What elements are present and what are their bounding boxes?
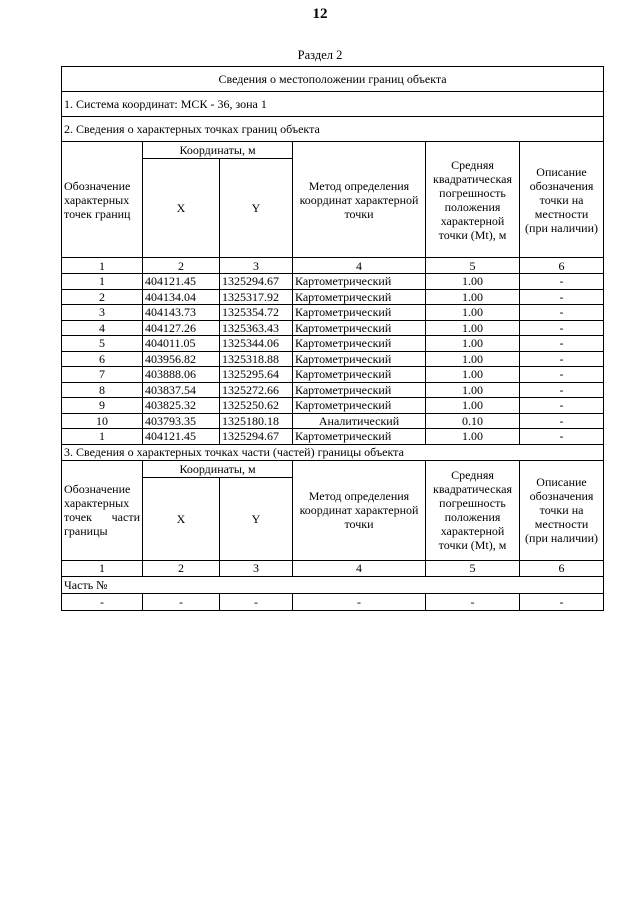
cell-x: 404134.04 (143, 289, 220, 305)
col-number: 4 (293, 258, 426, 274)
cell-point: 1 (62, 429, 143, 445)
header-method: Метод определения координат характерной точки (293, 460, 426, 560)
cell-method: Картометрический (293, 429, 426, 445)
cell-x: 403793.35 (143, 413, 220, 429)
cell-error: 1.00 (426, 274, 520, 290)
col-number: 5 (426, 560, 520, 576)
empty-cell: - (520, 593, 604, 610)
empty-cell: - (62, 593, 143, 610)
header-x: X (143, 477, 220, 560)
page-number: 12 (312, 6, 328, 22)
table-row (62, 336, 604, 352)
cell-error: 1.00 (426, 429, 520, 445)
empty-cell: - (220, 593, 293, 610)
empty-cell: - (426, 593, 520, 610)
section2-title-row (62, 444, 604, 460)
empty-cell: - (143, 593, 220, 610)
cell-desc: - (520, 367, 604, 383)
cell-error: 1.00 (426, 305, 520, 321)
cell-desc: - (520, 336, 604, 352)
coord-system: 1. Система координат: МСК - 36, зона 1 (62, 92, 604, 117)
cell-x: 404011.05 (143, 336, 220, 352)
col-number: 3 (220, 258, 293, 274)
section1-title-row (62, 117, 604, 142)
table-row (62, 351, 604, 367)
cell-method: Картометрический (293, 398, 426, 414)
header-point-part: Обозначение характерных точек части границы (62, 460, 143, 560)
table-row (62, 413, 604, 429)
cell-x: 404143.73 (143, 305, 220, 321)
part-label-row (62, 576, 604, 593)
cell-point: 2 (62, 289, 143, 305)
col-number: 2 (143, 560, 220, 576)
cell-y: 1325294.67 (220, 274, 293, 290)
table-title-row (62, 67, 604, 92)
cell-point: 9 (62, 398, 143, 414)
boundary-table (61, 66, 604, 611)
col-number: 3 (220, 560, 293, 576)
cell-x: 404121.45 (143, 274, 220, 290)
cell-point: 3 (62, 305, 143, 321)
cell-method: Картометрический (293, 274, 426, 290)
header-error: Средняя квадратическая погрешность положения характерной точки (Mt), м (426, 460, 520, 560)
part-label: Часть № (62, 576, 604, 593)
header-y: Y (220, 159, 293, 258)
cell-x: 403837.54 (143, 382, 220, 398)
empty-cell: - (293, 593, 426, 610)
cell-error: 1.00 (426, 289, 520, 305)
section2-col-numbers (62, 560, 604, 576)
table-row (62, 382, 604, 398)
cell-x: 403956.82 (143, 351, 220, 367)
cell-desc: - (520, 413, 604, 429)
cell-method: Картометрический (293, 351, 426, 367)
cell-error: 1.00 (426, 382, 520, 398)
cell-y: 1325180.18 (220, 413, 293, 429)
cell-method: Картометрический (293, 382, 426, 398)
cell-x: 404121.45 (143, 429, 220, 445)
cell-point: 1 (62, 274, 143, 290)
header-coords: Координаты, м (143, 460, 293, 477)
cell-point: 8 (62, 382, 143, 398)
col-number: 6 (520, 560, 604, 576)
cell-y: 1325344.06 (220, 336, 293, 352)
table-title: Сведения о местоположении границ объекта (62, 67, 604, 92)
col-number: 2 (143, 258, 220, 274)
cell-desc: - (520, 305, 604, 321)
cell-point: 7 (62, 367, 143, 383)
cell-method: Картометрический (293, 320, 426, 336)
cell-point: 4 (62, 320, 143, 336)
cell-method: Картометрический (293, 367, 426, 383)
col-number: 6 (520, 258, 604, 274)
cell-error: 1.00 (426, 367, 520, 383)
cell-y: 1325317.92 (220, 289, 293, 305)
coord-system-row (62, 92, 604, 117)
col-number: 1 (62, 560, 143, 576)
section1-header-row (62, 142, 604, 159)
table-row (62, 429, 604, 445)
cell-desc: - (520, 320, 604, 336)
table-row (62, 305, 604, 321)
cell-point: 5 (62, 336, 143, 352)
col-number: 5 (426, 258, 520, 274)
cell-method: Картометрический (293, 289, 426, 305)
section-label: Раздел 2 (297, 48, 343, 62)
header-description: Описание обозначения точки на местности (при наличии) (520, 460, 604, 560)
cell-y: 1325250.62 (220, 398, 293, 414)
header-x: X (143, 159, 220, 258)
cell-y: 1325295.64 (220, 367, 293, 383)
cell-y: 1325318.88 (220, 351, 293, 367)
cell-y: 1325354.72 (220, 305, 293, 321)
cell-x: 403888.06 (143, 367, 220, 383)
cell-error: 0.10 (426, 413, 520, 429)
table-row (62, 398, 604, 414)
cell-point: 10 (62, 413, 143, 429)
cell-desc: - (520, 398, 604, 414)
cell-error: 1.00 (426, 320, 520, 336)
cell-method: Картометрический (293, 305, 426, 321)
header-coords: Координаты, м (143, 142, 293, 159)
cell-x: 404127.26 (143, 320, 220, 336)
cell-method: Аналитический (293, 413, 426, 429)
cell-desc: - (520, 289, 604, 305)
cell-point: 6 (62, 351, 143, 367)
col-number: 4 (293, 560, 426, 576)
section1-col-numbers (62, 258, 604, 274)
table-row (62, 320, 604, 336)
cell-x: 403825.32 (143, 398, 220, 414)
header-error: Средняя квадратическая погрешность положения характерной точки (Mt), м (426, 142, 520, 258)
header-method: Метод определения координат характерной точки (293, 142, 426, 258)
cell-desc: - (520, 274, 604, 290)
header-y: Y (220, 477, 293, 560)
table-row (62, 367, 604, 383)
table-row (62, 593, 604, 610)
cell-method: Картометрический (293, 336, 426, 352)
cell-error: 1.00 (426, 398, 520, 414)
cell-y: 1325272.66 (220, 382, 293, 398)
section2-header-row (62, 460, 604, 477)
header-point: Обозначение характерных точек границ (62, 142, 143, 258)
section1-title: 2. Сведения о характерных точках границ объекта (62, 117, 604, 142)
cell-desc: - (520, 382, 604, 398)
section2-title: 3. Сведения о характерных точках части (частей) границы объекта (62, 444, 604, 460)
cell-error: 1.00 (426, 336, 520, 352)
cell-error: 1.00 (426, 351, 520, 367)
table-row (62, 289, 604, 305)
cell-y: 1325363.43 (220, 320, 293, 336)
col-number: 1 (62, 258, 143, 274)
table-row (62, 274, 604, 290)
header-description: Описание обозначения точки на местности (при наличии) (520, 142, 604, 258)
cell-desc: - (520, 429, 604, 445)
cell-y: 1325294.67 (220, 429, 293, 445)
cell-desc: - (520, 351, 604, 367)
